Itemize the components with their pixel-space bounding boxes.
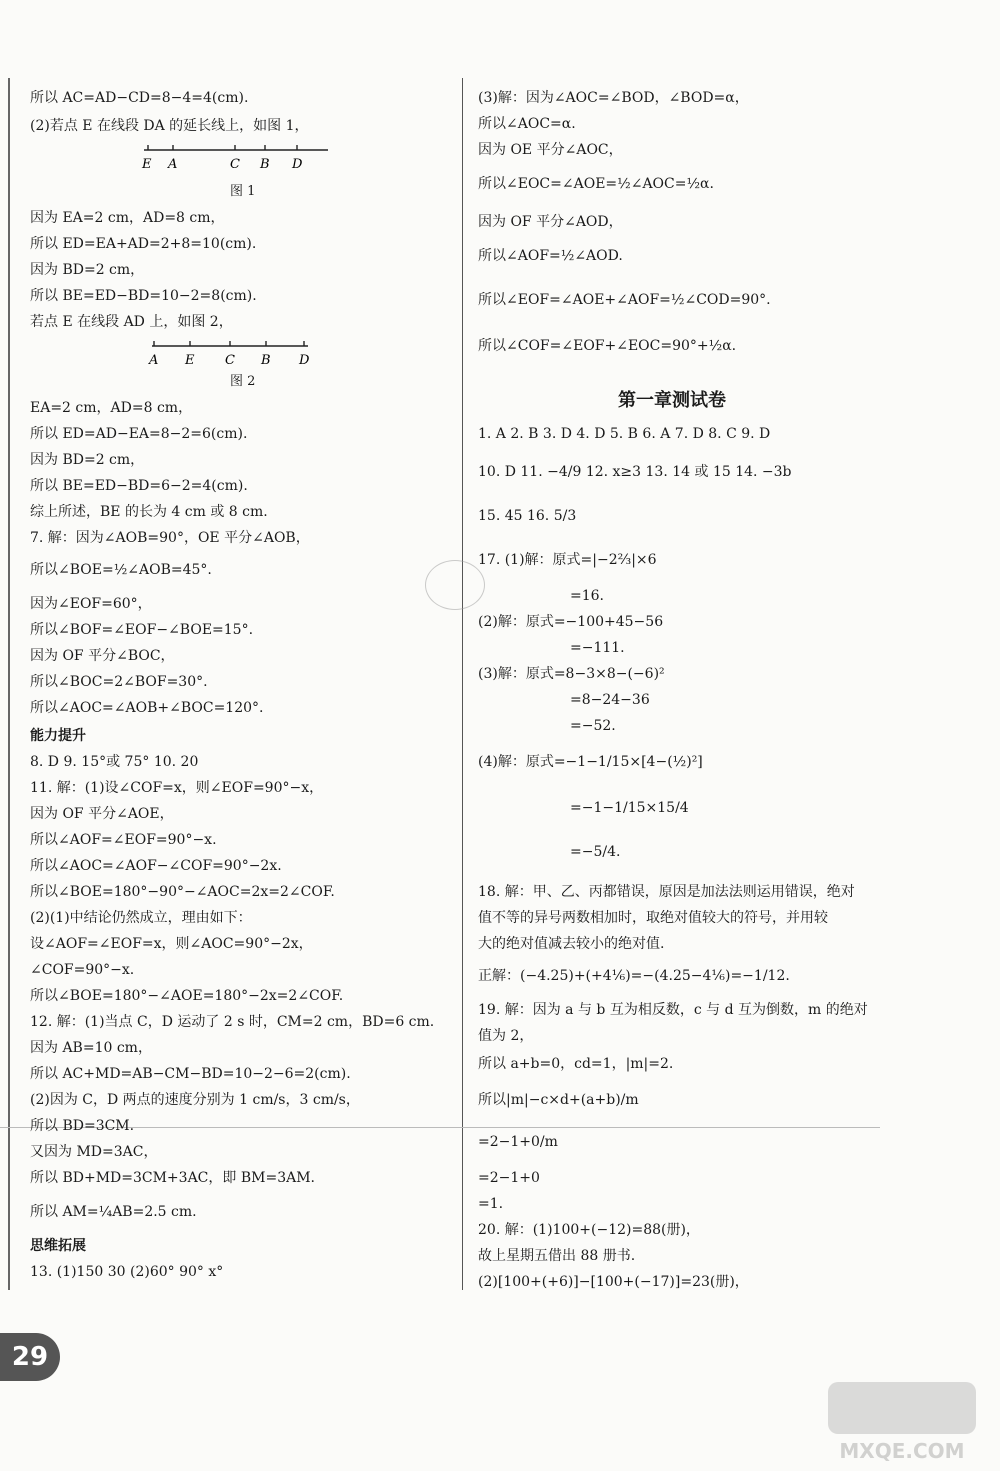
text-line: 因为 BD=2 cm，: [30, 262, 145, 278]
text-line: 因为 BD=2 cm，: [30, 452, 145, 468]
left-margin-bar: [8, 78, 10, 1290]
text-line: =2−1+0: [478, 1170, 540, 1186]
point-label: D: [299, 353, 310, 368]
text-line: 又因为 MD=3AC，: [30, 1144, 158, 1160]
text-line: 所以∠AOC=α.: [478, 116, 576, 132]
text-line: =−1−1/15×15/4: [570, 800, 689, 816]
text-line: 所以∠BOE=½∠AOB=45°.: [30, 562, 212, 578]
text-line: 故上星期五借出 88 册书.: [478, 1248, 636, 1264]
text-line: 所以∠AOF=½∠AOD.: [478, 248, 623, 264]
text-line: EA=2 cm，AD=8 cm，: [30, 400, 193, 416]
text-line: 值不等的异号两数相加时，取绝对值较大的符号，并用较: [478, 910, 828, 926]
text-line: 10. D 11. −4/9 12. x≥3 13. 14 或 15 14. −3b: [478, 464, 792, 480]
text-line: 18. 解：甲、乙、丙都错误，原因是加法法则运用错误，绝对: [478, 884, 855, 900]
text-line: 所以∠BOE=180°−∠AOE=180°−2x=2∠COF.: [30, 988, 344, 1004]
text-line: 所以∠EOC=∠AOE=½∠AOC=½α.: [478, 176, 714, 192]
text-line: 所以∠AOC=∠AOF−∠COF=90°−2x.: [30, 858, 282, 874]
text-line: 正解：(−4.25)+(+4⅙)=−(4.25−4⅙)=−1/12.: [478, 968, 790, 984]
text-line: 所以∠AOF=∠EOF=90°−x.: [30, 832, 217, 848]
text-line: =−5/4.: [570, 844, 621, 860]
text-line: 17. (1)解：原式=|−2⅔|×6: [478, 552, 657, 568]
text-line: 大的绝对值减去较小的绝对值.: [478, 936, 665, 952]
text-line: (3)解：原式=8−3×8−(−6)²: [478, 666, 665, 682]
text-line: 因为 OE 平分∠AOC，: [478, 142, 623, 158]
text-line: =8−24−36: [570, 692, 650, 708]
point-label: A: [149, 353, 159, 368]
text-line: 设∠AOF=∠EOF=x，则∠AOC=90°−2x，: [30, 936, 313, 952]
text-line: 所以∠BOE=180°−90°−∠AOC=2x=2∠COF.: [30, 884, 335, 900]
section-heading: 思维拓展: [30, 1238, 86, 1254]
point-label: C: [225, 353, 235, 368]
point-label: E: [142, 157, 152, 172]
text-line: (2)因为 C，D 两点的速度分别为 1 cm/s，3 cm/s，: [30, 1092, 360, 1108]
text-line: =−111.: [570, 640, 625, 656]
point-label: C: [230, 157, 240, 172]
column-divider: [462, 78, 463, 1290]
text-line: 因为 EA=2 cm，AD=8 cm，: [30, 210, 225, 226]
text-line: 13. (1)150 30 (2)60° 90° x°: [30, 1264, 224, 1280]
text-line: 所以∠COF=∠EOF+∠EOC=90°+½α.: [478, 338, 737, 354]
text-line: 所以 BD+MD=3CM+3AC，即 BM=3AM.: [30, 1170, 316, 1186]
ink-stamp: [425, 560, 485, 610]
point-label: E: [185, 353, 195, 368]
text-line: =2−1+0/m: [478, 1134, 558, 1150]
text-line: 11. 解：(1)设∠COF=x，则∠EOF=90°−x，: [30, 780, 324, 796]
text-line: 8. D 9. 15°或 75° 10. 20: [30, 754, 199, 770]
text-line: 所以 AC=AD−CD=8−4=4(cm).: [30, 90, 249, 106]
text-line: 15. 45 16. 5/3: [478, 508, 577, 524]
text-line: 所以 AM=¼AB=2.5 cm.: [30, 1204, 197, 1220]
text-line: 所以∠BOC=2∠BOF=30°.: [30, 674, 208, 690]
text-line: 若点 E 在线段 AD 上，如图 2，: [30, 314, 233, 330]
watermark-logo: [822, 1378, 982, 1466]
text-line: (4)解：原式=−1−1/15×[4−(½)²]: [478, 754, 703, 770]
text-line: 所以∠BOF=∠EOF−∠BOE=15°.: [30, 622, 254, 638]
text-line: (3)解：因为∠AOC=∠BOD，∠BOD=α，: [478, 90, 749, 106]
figure-caption: 图 1: [230, 184, 256, 199]
text-line: (2)解：原式=−100+45−56: [478, 614, 664, 630]
text-line: 因为 OF 平分∠BOC，: [30, 648, 175, 664]
section-title: 第一章测试卷: [618, 390, 726, 411]
text-line: 所以 BD=3CM.: [30, 1118, 135, 1134]
text-line: 所以∠AOC=∠AOB+∠BOC=120°.: [30, 700, 264, 716]
figure-1-segment: [140, 142, 340, 176]
text-line: 因为 AB=10 cm，: [30, 1040, 152, 1056]
text-line: 因为 OF 平分∠AOD，: [478, 214, 623, 230]
text-line: 20. 解：(1)100+(−12)=88(册)，: [478, 1222, 700, 1238]
text-line: 所以∠EOF=∠AOE+∠AOF=½∠COD=90°.: [478, 292, 771, 308]
text-line: 因为 OF 平分∠AOE，: [30, 806, 174, 822]
section-heading: 能力提升: [30, 728, 86, 744]
text-line: 综上所述，BE 的长为 4 cm 或 8 cm.: [30, 504, 268, 520]
text-line: 所以 BE=ED−BD=6−2=4(cm).: [30, 478, 248, 494]
text-line: =−52.: [570, 718, 616, 734]
text-line: =16.: [570, 588, 604, 604]
figure-2-segment: [146, 338, 316, 372]
page-number: 29: [0, 1333, 60, 1381]
text-line: 所以|m|−c×d+(a+b)/m: [478, 1092, 639, 1108]
point-label: B: [261, 353, 271, 368]
point-label: B: [260, 157, 270, 172]
text-line: 7. 解：因为∠AOB=90°，OE 平分∠AOB，: [30, 530, 310, 546]
text-line: 所以 ED=AD−EA=8−2=6(cm).: [30, 426, 248, 442]
text-line: 12. 解：(1)当点 C，D 运动了 2 s 时，CM=2 cm，BD=6 cm.: [30, 1014, 435, 1030]
text-line: 因为∠EOF=60°，: [30, 596, 152, 612]
text-line: (2)若点 E 在线段 DA 的延长线上，如图 1，: [30, 118, 309, 134]
point-label: A: [168, 157, 178, 172]
text-line: 所以 BE=ED−BD=10−2=8(cm).: [30, 288, 257, 304]
text-line: 值为 2，: [478, 1028, 534, 1044]
text-line: 所以 ED=EA+AD=2+8=10(cm).: [30, 236, 257, 252]
text-line: 19. 解：因为 a 与 b 互为相反数，c 与 d 互为倒数，m 的绝对: [478, 1002, 868, 1018]
text-line: (2)[100+(+6)]−[100+(−17)]=23(册)，: [478, 1274, 749, 1290]
text-line: 所以 AC+MD=AB−CM−BD=10−2−6=2(cm).: [30, 1066, 351, 1082]
figure-caption: 图 2: [230, 374, 256, 389]
text-line: 1. A 2. B 3. D 4. D 5. B 6. A 7. D 8. C 9. D: [478, 426, 771, 442]
text-line: ∠COF=90°−x.: [30, 962, 135, 978]
point-label: D: [292, 157, 303, 172]
text-line: =1.: [478, 1196, 504, 1212]
svg-text:MXQE.COM: MXQE.COM: [839, 1439, 965, 1463]
text-line: 所以 a+b=0，cd=1，|m|=2.: [478, 1056, 674, 1072]
text-line: (2)(1)中结论仍然成立，理由如下：: [30, 910, 252, 926]
